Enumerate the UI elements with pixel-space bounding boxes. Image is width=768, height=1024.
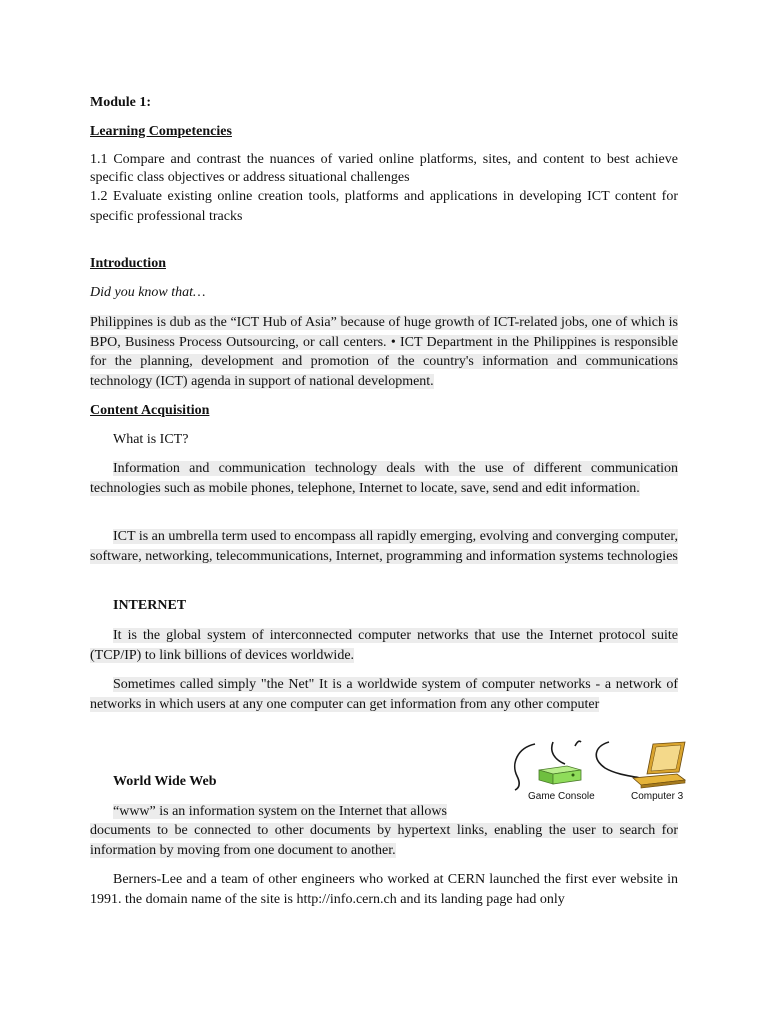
competency-item: 1.2 Evaluate existing online creation tools, platforms and applications in developing ICT content for specific professional tracks	[90, 189, 678, 224]
ict-paragraph-text: Information and communication technology deals with the use of different communication technologies such as mobile phones, telephone, Internet to locate, save, send and edit information.	[90, 461, 678, 496]
intro-paragraph	[90, 313, 678, 391]
game-console-icon	[539, 766, 581, 784]
ict-umbrella-paragraph	[90, 527, 678, 566]
learning-competencies-heading: Learning Competencies	[90, 124, 232, 139]
www-continuation-text: documents to be connected to other documents by hypertext links, enabling the user to search for information by moving from one document to another.	[90, 823, 678, 858]
laptop-icon	[633, 742, 685, 788]
module-title: Module 1:	[90, 95, 152, 110]
network-diagram	[505, 738, 690, 804]
what-is-ict-question: What is ICT?	[113, 432, 189, 447]
www-heading: World Wide Web	[113, 774, 217, 789]
competencies-list	[90, 151, 678, 226]
competency-item: 1.1 Compare and contrast the nuances of varied online platforms, sites, and content to best achieve specific class objectives or address situational challenges	[90, 152, 678, 185]
www-first-line	[90, 802, 500, 822]
cable-laptop	[596, 742, 641, 778]
content-acquisition-heading: Content Acquisition	[90, 403, 210, 418]
internet-paragraph	[90, 626, 678, 665]
cable-console	[552, 742, 565, 764]
intro-paragraph-text: Philippines is dub as the “ICT Hub of Asia” because of huge growth of ICT-related jobs, one of which is BPO, Business Process Outsourcing, or call centers. • ICT Department in the Philippines is responsible for the planning, development and promotion of the country's information and communications technology (ICT) agenda in support of national development.	[90, 315, 678, 389]
internet-heading: INTERNET	[113, 598, 187, 613]
intro-lead: Did you know that…	[90, 285, 206, 300]
net-paragraph-text: Sometimes called simply "the Net" It is a worldwide system of computer networks - a network of networks in which users at any one computer can get information from any other computer	[90, 677, 678, 712]
www-continuation	[90, 821, 678, 860]
computer-3-label: Computer 3	[631, 791, 684, 802]
cable-left	[515, 744, 535, 790]
internet-paragraph-text: It is the global system of interconnected computer networks that use the Internet protocol suite (TCP/IP) to link billions of devices worldwide.	[90, 628, 678, 663]
net-paragraph	[90, 675, 678, 714]
ict-umbrella-paragraph-text: ICT is an umbrella term used to encompass all rapidly emerging, evolving and converging computer, software, networking, telecommunications, Internet, programming and information systems technologies	[90, 529, 678, 564]
www-first-line-text: “www” is an information system on the Internet that allows	[113, 804, 447, 819]
berners-lee-paragraph: Berners-Lee and a team of other engineers who worked at CERN launched the first ever website in 1991. the domain name of the site is http://info.cern.ch and its landing page had only	[90, 872, 678, 907]
cable-short	[575, 741, 581, 746]
game-console-label: Game Console	[528, 791, 595, 802]
introduction-heading: Introduction	[90, 256, 166, 271]
ict-paragraph	[90, 459, 678, 498]
